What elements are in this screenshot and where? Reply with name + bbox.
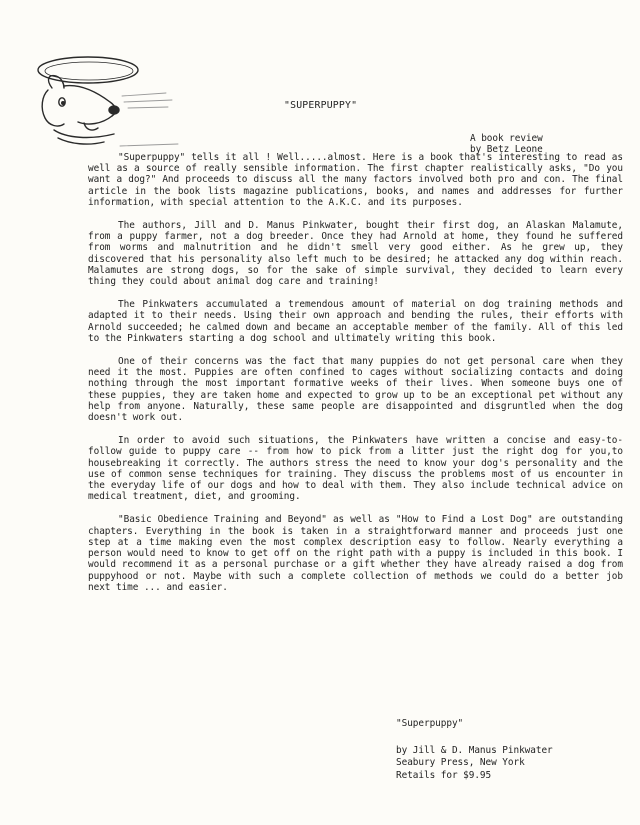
paragraph-training: The Pinkwaters accumulated a tremendous amount of material on dog training methods and adapted it to their needs. Using their own approach and bending the rules, their efforts with Arnold succeeded; he calmed down and became an acceptable member of the family. All of this led to the Pinkwaters starting a dog school and ultimately writing this book. xyxy=(88,299,623,344)
paragraph-authors: The authors, Jill and D. Manus Pinkwater, bought their first dog, an Alaskan Malamute, from a puppy farmer, not a dog breeder. Once they had Arnold at home, they found he suffered from worms and malnutrition and he didn't smell very good either. As he grew up, they discovered that his personality also left much to be desired; he attacked any dog within reach. Malamutes are strong dogs, so for the sake of simple survival, they decided to learn every thing they could about animal dog care and training! xyxy=(88,220,623,288)
byline-author: by Betz Leone xyxy=(470,144,543,155)
paragraph-recommendation: "Basic Obedience Training and Beyond" as well as "How to Find a Lost Dog" are outstanding chapters. Everything in the book is taken in a straightforward manner and proceeds just one step at a time making even the most complex description easy to follow. Nearly everything a person would need to know to get off on the right path with a puppy is included in this book. I would recommend it as a personal purchase or a gift whether they have already raised a dog from puppyhood or not. Maybe with such a complete collection of methods we could do a better job next time ... and easier. xyxy=(88,514,623,593)
review-body xyxy=(88,152,623,605)
cartoon-dog-with-halo-icon xyxy=(18,46,188,166)
paragraph-concerns: One of their concerns was the fact that many puppies do not get personal care when they need it the most. Puppies are often confined to cages without socializing contacts and doing nothing through the most important formative weeks of their lives. When someone buys one of these puppies, they are taken home and expected to grow up to be an exceptional pet without any help from anyone. Naturally, these same people are disappointed and disgruntled when the dog doesn't work out. xyxy=(88,356,623,424)
review-title: "SUPERPUPPY" xyxy=(284,100,358,111)
paragraph-guide: In order to avoid such situations, the Pinkwaters have written a concise and easy-to-follow guide to puppy care -- from how to pick from a litter just the right dog for you,to housebreaking it correctly. The authors stress the need to know your dog's personality and the use of common sense techniques for training. They discuss the problems most of us encounter in the everyday life of our dogs and how to deal with them. They also include technical advice on medical treatment, diet, and grooming. xyxy=(88,435,623,503)
book-title: "Superpuppy" xyxy=(396,718,464,729)
book-price: Retails for $9.95 xyxy=(396,769,492,781)
book-info xyxy=(396,718,553,782)
book-publisher: Seabury Press, New York xyxy=(396,757,525,768)
book-authors: by Jill & D. Manus Pinkwater xyxy=(396,744,553,756)
paragraph-intro: "Superpuppy" tells it all ! Well.....almost. Here is a book that's interesting to read as well as a source of really sensible information. The first chapter realistically asks, "Do you want a dog?" And proceeds to discuss all the many factors involved both pro and con. The final article in the book lists magazine publications, books, and names and addresses for further information, with special attention to the A.K.C. and its purposes. xyxy=(88,152,623,208)
byline-label: A book review xyxy=(470,133,543,144)
